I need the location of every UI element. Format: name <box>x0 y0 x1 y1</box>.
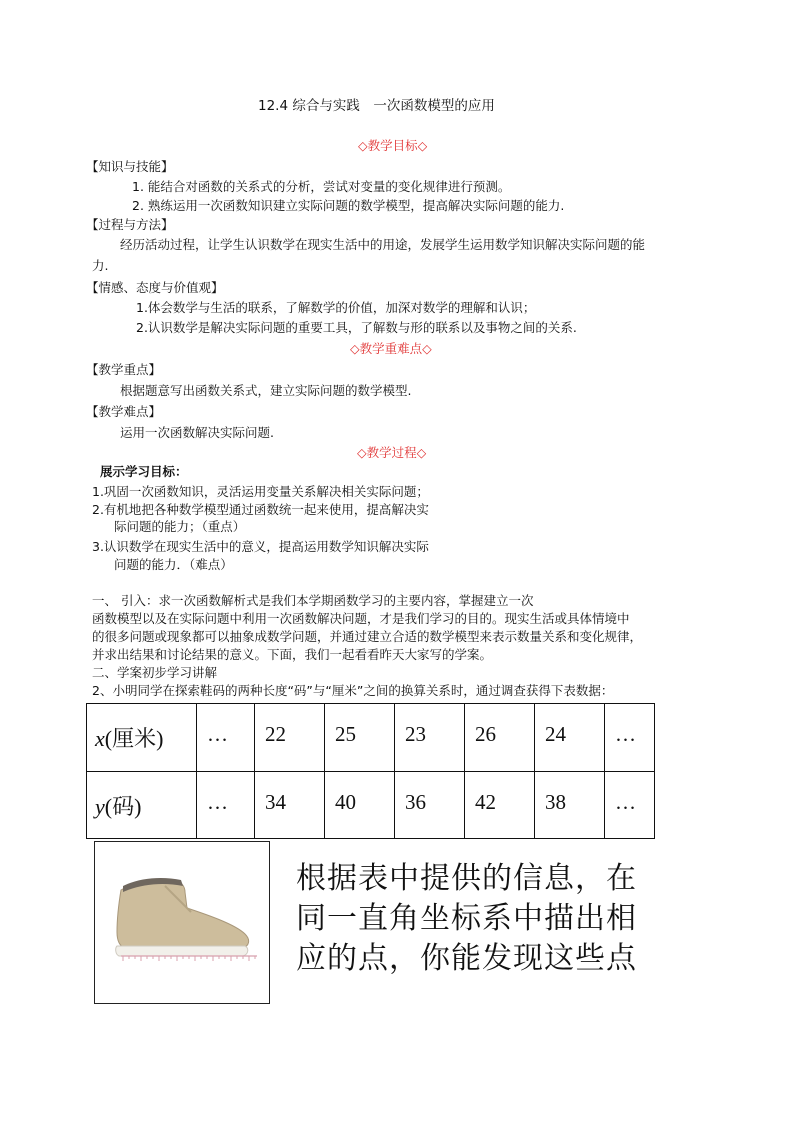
show-goals-heading: 展示学习目标： <box>100 464 188 479</box>
prompt-line-1: 根据表中提供的信息，在 <box>296 861 637 896</box>
section-heading-process: ◇教学过程◇ <box>357 445 427 460</box>
goal-2-line-2: 际问题的能力；（重点） <box>114 519 246 534</box>
difficulty-text: 运用一次函数解决实际问题. <box>120 425 274 440</box>
intro-line-1: 一、 引入：求一次函数解析式是我们本学期函数学习的主要内容，掌握建立一次 <box>92 593 534 608</box>
table-cell: 25 <box>325 704 395 772</box>
section-heading-goals: ◇教学目标◇ <box>358 138 428 153</box>
emotion-item-1: 1.体会数学与生活的联系，了解数学的价值，加深对数学的理解和认识； <box>136 300 536 315</box>
shoe-image-frame <box>94 841 270 1004</box>
table-cell: 22 <box>255 704 325 772</box>
page-title: 12.4 综合与实践 一次函数模型的应用 <box>258 98 495 114</box>
table-cell: 26 <box>465 704 535 772</box>
intro-line-4: 并求出结果和讨论结果的意义。下面，我们一起看看昨天大家写的学案。 <box>92 647 493 662</box>
process-text-line-2: 力. <box>92 258 109 273</box>
x-unit: (厘米) <box>104 726 164 751</box>
row-header-x <box>87 704 197 772</box>
y-variable: y <box>95 793 105 819</box>
table-cell: 34 <box>255 771 325 839</box>
y-unit: (码) <box>104 793 142 819</box>
goal-3-line-1: 3.认识数学在现实生活中的意义，提高运用数学知识解决实际 <box>92 539 429 554</box>
table-cell: 42 <box>465 771 535 839</box>
table-cell: 40 <box>325 771 395 839</box>
x-variable: x <box>95 726 105 751</box>
shoe-size-table <box>86 703 655 839</box>
emotion-item-2: 2.认识数学是解决实际问题的重要工具，了解数与形的联系以及事物之间的关系. <box>136 320 577 335</box>
table-row-y <box>87 771 655 839</box>
knowledge-heading: 【知识与技能】 <box>86 159 174 174</box>
row-header-y <box>87 771 197 839</box>
table-cell: … <box>605 771 655 839</box>
intro-line-3: 的很多问题或现象都可以抽象成数学问题，并通过建立合适的数学模型来表示数量关系和变化规律， <box>92 629 643 644</box>
table-cell: 24 <box>535 704 605 772</box>
section-two-heading: 二、学案初步学习讲解 <box>92 665 218 680</box>
difficulty-heading: 【教学难点】 <box>86 404 162 419</box>
intro-line-2: 函数模型以及在实际问题中利用一次函数解决问题，才是我们学习的目的。现实生活或具体情境中 <box>92 611 630 626</box>
knowledge-item-2: 2. 熟练运用一次函数知识建立实际问题的数学模型，提高解决实际问题的能力. <box>132 198 565 213</box>
process-heading: 【过程与方法】 <box>86 217 174 232</box>
prompt-line-2: 同一直角坐标系中描出相 <box>296 901 637 936</box>
knowledge-item-1: 1. 能结合对函数的关系式的分析，尝试对变量的变化规律进行预测。 <box>132 179 511 194</box>
table-cell: 38 <box>535 771 605 839</box>
process-text-line-1: 经历活动过程，让学生认识数学在现实生活中的用途，发展学生运用数学知识解决实际问题的能 <box>120 237 646 252</box>
shoe-icon <box>95 842 269 1003</box>
table-cell: 23 <box>395 704 465 772</box>
key-point-text: 根据题意写出函数关系式，建立实际问题的数学模型. <box>120 383 412 398</box>
goal-2-line-1: 2.有机地把各种数学模型通过函数统一起来使用，提高解决实 <box>92 502 429 517</box>
emotion-heading: 【情感、态度与价值观】 <box>86 280 224 295</box>
table-cell: 36 <box>395 771 465 839</box>
table-cell: … <box>197 771 255 839</box>
goal-3-line-2: 问题的能力．（难点） <box>114 557 233 572</box>
table-cell: … <box>605 704 655 772</box>
table-row-x <box>87 704 655 772</box>
key-point-heading: 【教学重点】 <box>86 362 162 377</box>
section-heading-key-points: ◇教学重难点◇ <box>350 341 432 356</box>
question-2: 2、小明同学在探索鞋码的两种长度“码”与“厘米”之间的换算关系时，通过调查获得下表数据： <box>92 683 614 698</box>
goal-1: 1.巩固一次函数知识，灵活运用变量关系解决相关实际问题； <box>92 484 429 499</box>
prompt-line-3: 应的点，你能发现这些点 <box>296 941 637 976</box>
table-cell: … <box>197 704 255 772</box>
